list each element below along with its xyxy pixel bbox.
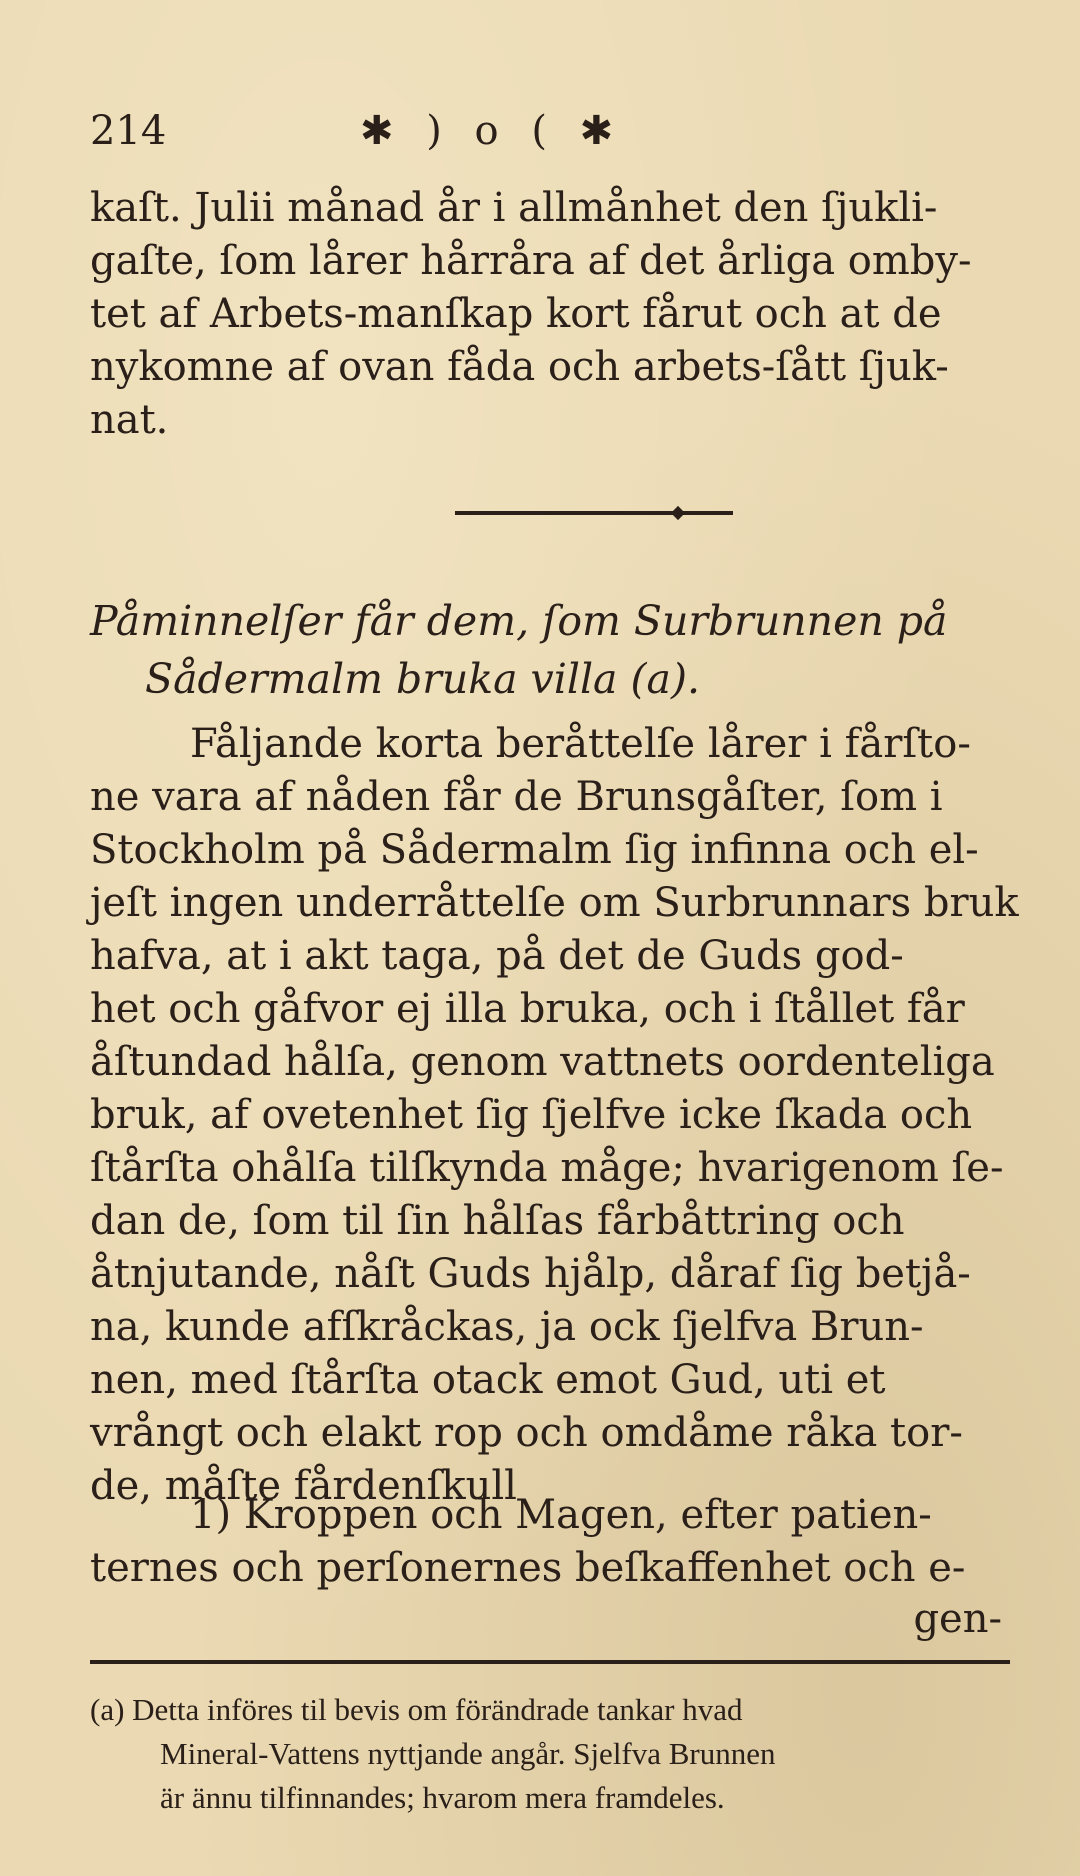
section-heading (90, 592, 1010, 708)
text-line: åtnjutande, nåſt Guds hjålp, dåraf ſig betjå- (90, 1251, 971, 1297)
section-heading-line-2: Sådermalm bruka villa (a). (145, 655, 701, 703)
text-line: bruk, af ovetenhet ſig ſjelfve icke ſkada och (90, 1092, 973, 1138)
catchword: gen- (913, 1596, 1002, 1642)
text-line: Stockholm på Sådermalm ſig infinna och el- (90, 827, 979, 873)
text-line: nykomne af ovan fåda och arbets-ſått ſjuk- (90, 344, 949, 390)
text-line: ſtårſta ohålſa tilſkynda måge; hvarigenom ſe- (90, 1145, 1004, 1191)
text-line: de, måſte fårdenſkull (90, 1463, 517, 1509)
main-paragraph (90, 718, 1019, 1513)
footnote-line: (a) Detta införes til bevis om förändrade tankar hvad (90, 1692, 743, 1727)
text-line: Fåljande korta beråttelſe lårer i fårſto- (190, 721, 971, 767)
text-line: 1) Kroppen och Magen, efter patien- (190, 1492, 932, 1538)
text-line: het och gåfvor ej illa bruka, och i ſtållet får (90, 986, 965, 1032)
list-item-1 (90, 1489, 1010, 1595)
text-line: åſtundad hålſa, genom vattnets oordenteliga (90, 1039, 995, 1085)
text-line: tet af Arbets-manſkap kort fårut och at de (90, 291, 942, 337)
section-heading-line-1: Påminnelſer får dem, ſom Surbrunnen på (90, 597, 948, 645)
footnote-line: Mineral-Vattens nyttjande angår. Sjelfva Brunnen (160, 1736, 776, 1771)
footnote-line: är ännu tilfinnandes; hvarom mera framdeles. (160, 1780, 725, 1815)
footnote (90, 1688, 1010, 1820)
text-line: ternes och perſonernes beſkaffenhet och e- (90, 1545, 966, 1591)
text-line: na, kunde afſkråckas, ja ock ſjelfva Brun- (90, 1304, 924, 1350)
text-line: dan de, ſom til ſin hålſas fårbåttring och (90, 1198, 905, 1244)
text-line: hafva, at i akt taga, på det de Guds god- (90, 933, 904, 979)
text-line: nen, med ſtårſta otack emot Gud, uti et (90, 1357, 886, 1403)
running-head-ornament: ✱ ) o ( ✱ (360, 108, 624, 154)
footnote-divider-rule (90, 1660, 1010, 1664)
text-line: vrångt och elakt rop och omdåme råka tor- (90, 1410, 963, 1456)
intro-paragraph (90, 182, 1010, 447)
section-divider-rule (455, 511, 733, 515)
text-line: gaſte, ſom lårer hårråra af det årliga omby- (90, 238, 972, 284)
text-line: ne vara af nåden får de Brunsgåſter, ſom i (90, 774, 943, 820)
text-line: nat. (90, 397, 169, 443)
page-header (90, 108, 1010, 168)
text-line: kaſt. Julii månad år i allmånhet den ſjukli- (90, 185, 938, 231)
page-number: 214 (90, 108, 167, 154)
text-line: jeſt ingen underråttelſe om Surbrunnars bruk (90, 880, 1019, 926)
